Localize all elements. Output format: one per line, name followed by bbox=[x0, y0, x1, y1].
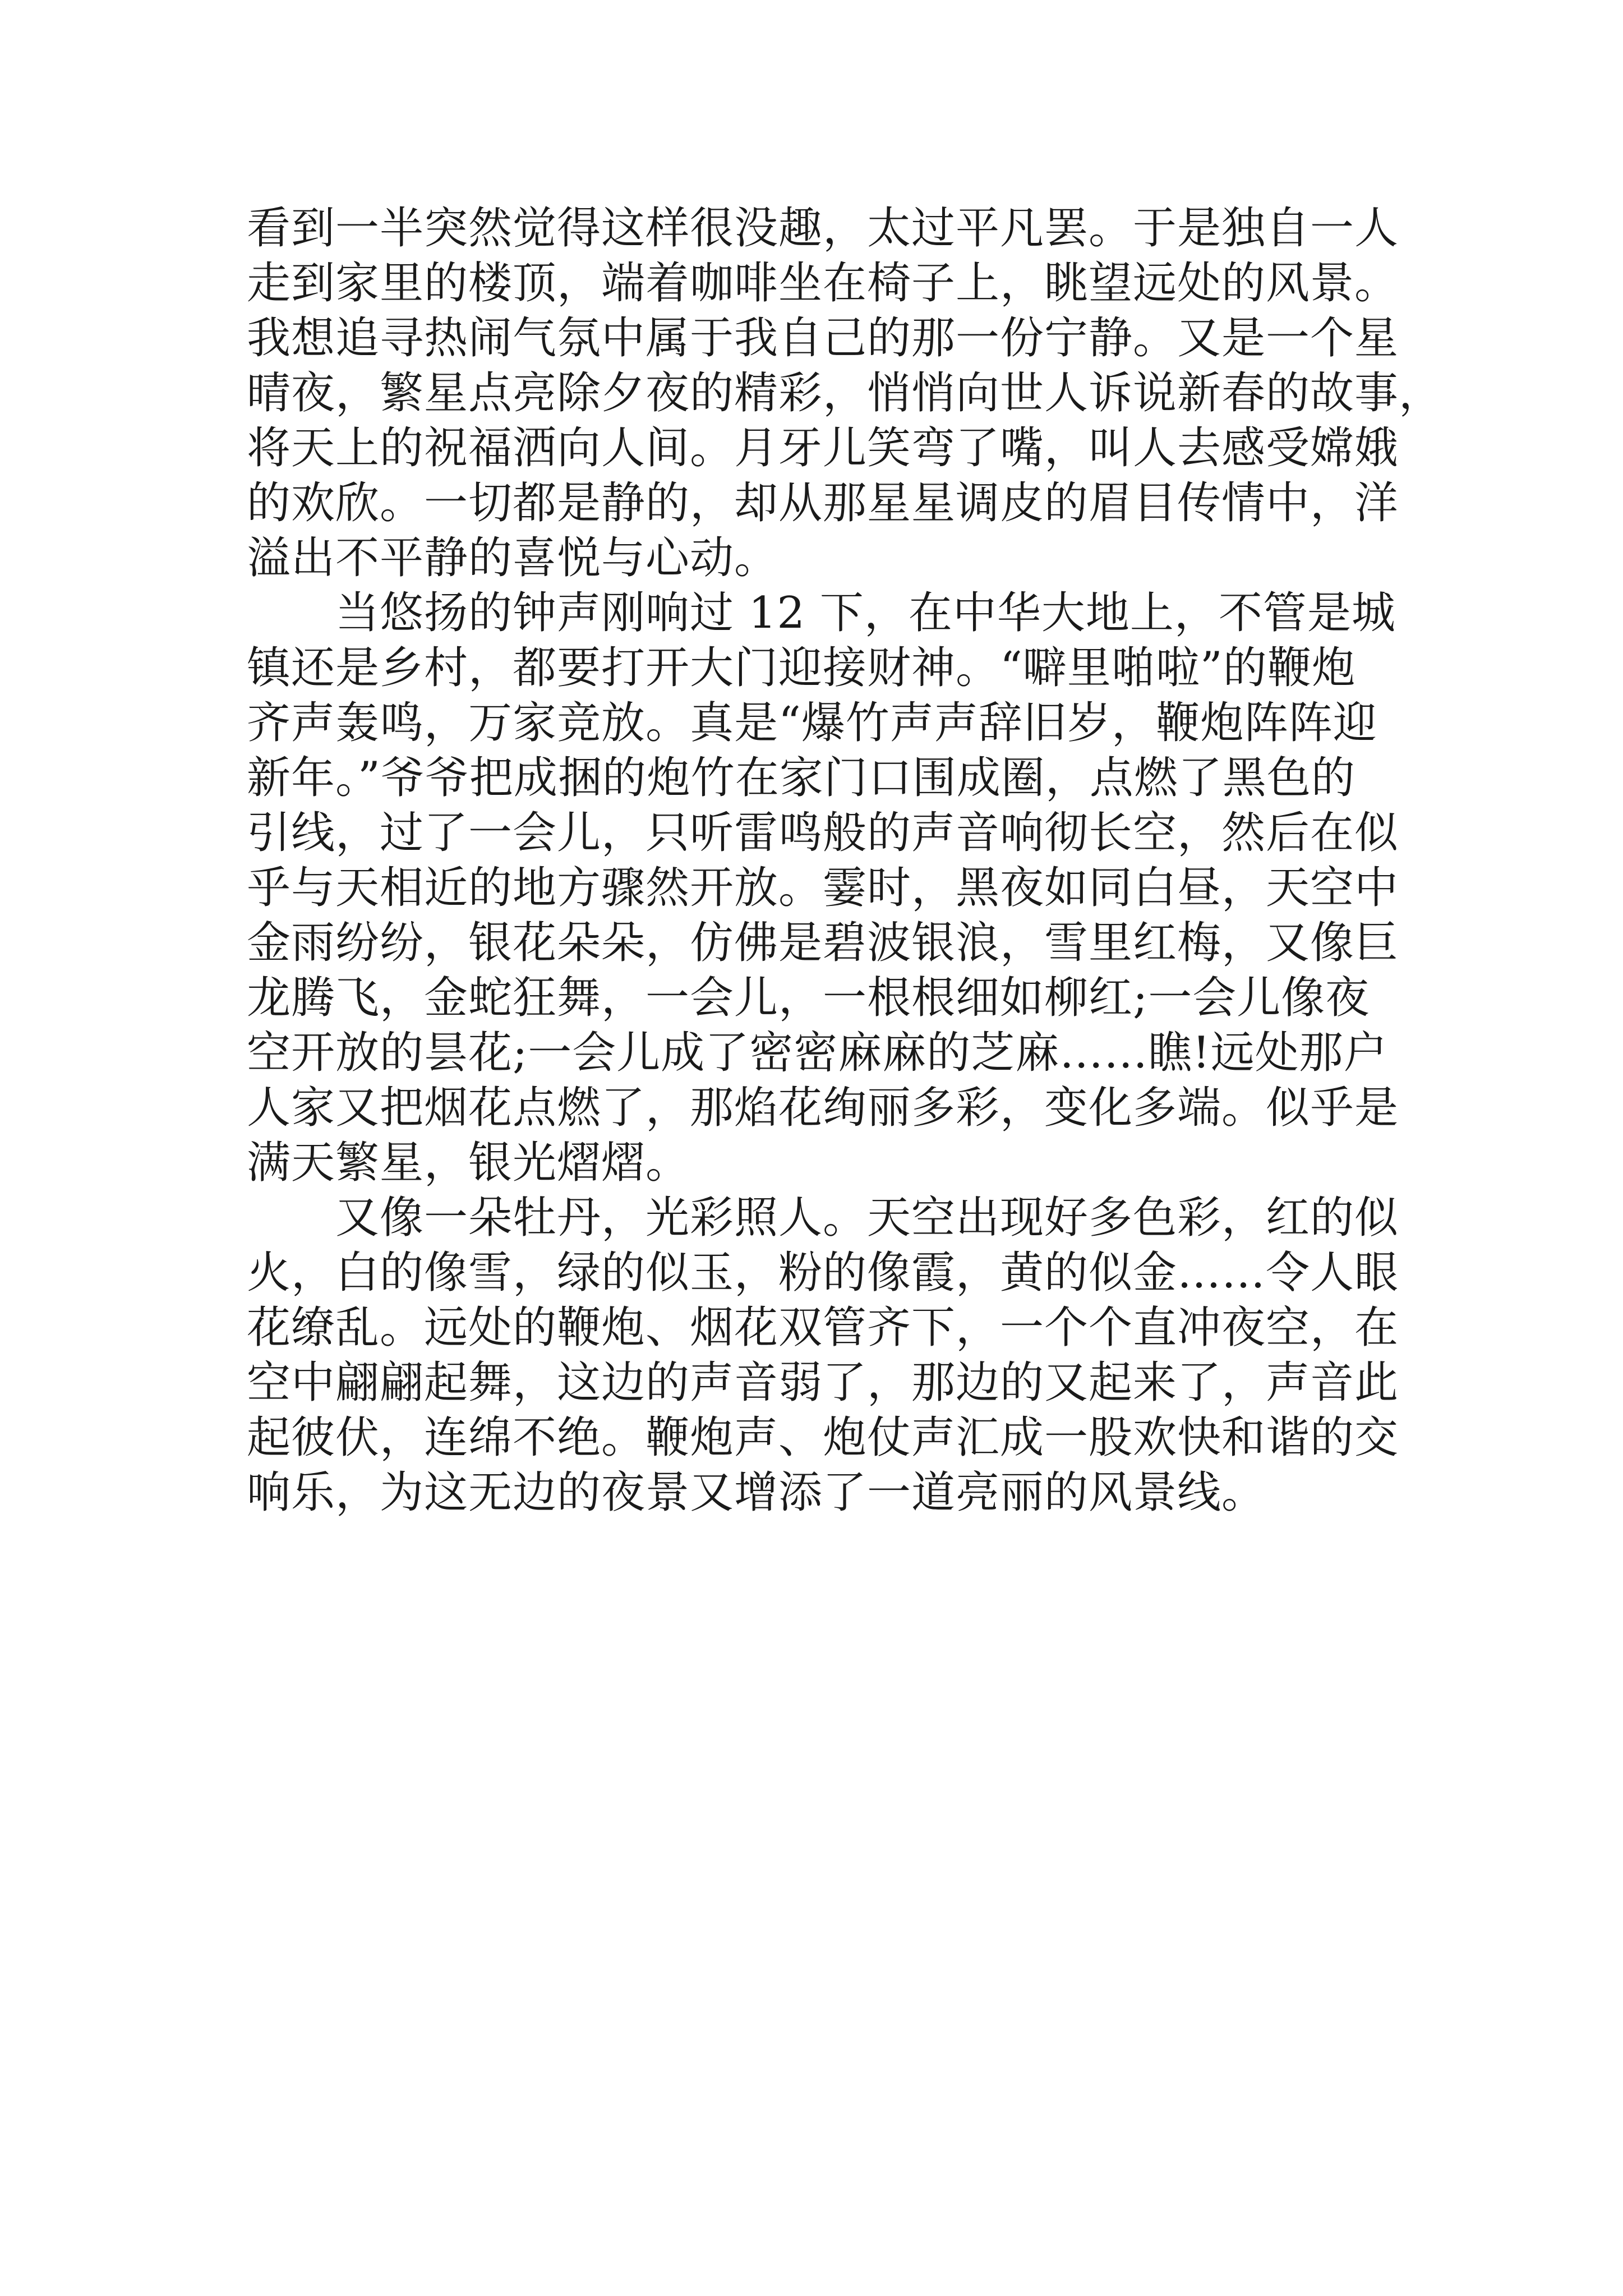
text-line: 响乐，为这无边的夜景又增添了一道亮丽的风景线。 bbox=[247, 1467, 1266, 1518]
text-line: 当悠扬的钟声刚响过 12 下，在中华大地上，不管是城 bbox=[247, 588, 1396, 638]
text-line: 新年。”爷爷把成捆的炮竹在家门口围成圈，点燃了黑色的 bbox=[247, 753, 1355, 803]
text-line: 龙腾飞，金蛇狂舞，一会儿，一根根细如柳红;一会儿像夜 bbox=[247, 973, 1370, 1023]
text-line: 走到家里的楼顶，端着咖啡坐在椅子上，眺望远处的风景。 bbox=[247, 258, 1399, 309]
text-line: 满天繁星，银光熠熠。 bbox=[247, 1138, 690, 1188]
text-line: 空中翩翩起舞，这边的声音弱了，那边的又起来了，声音此 bbox=[247, 1358, 1399, 1408]
text-line: 起彼伏，连绵不绝。鞭炮声、炮仗声汇成一股欢快和谐的交 bbox=[247, 1412, 1399, 1463]
text-line: 火，白的像雪，绿的似玉，粉的像霞，黄的似金……令人眼 bbox=[247, 1248, 1399, 1298]
text-line: 的欢欣。一切都是静的，却从那星星调皮的眉目传情中，洋 bbox=[247, 478, 1399, 528]
text-line: 将天上的祝福洒向人间。月牙儿笑弯了嘴，叫人去感受嫦娥 bbox=[247, 423, 1399, 473]
text-line: 花缭乱。远处的鞭炮、烟花双管齐下，一个个直冲夜空，在 bbox=[247, 1303, 1399, 1353]
text-line: 镇还是乡村，都要打开大门迎接财神。“噼里啪啦”的鞭炮 bbox=[247, 643, 1356, 693]
paragraph bbox=[247, 586, 1436, 1190]
text-line: 人家又把烟花点燃了，那焰花绚丽多彩，变化多端。似乎是 bbox=[247, 1083, 1399, 1133]
text-line: 齐声轰鸣，万家竞放。真是“爆竹声声辞旧岁，鞭炮阵阵迎 bbox=[247, 698, 1377, 748]
text-line: 我想追寻热闹气氛中属于我自己的那一份宁静。又是一个星 bbox=[247, 313, 1399, 364]
text-line: 乎与天相近的地方骤然开放。霎时，黑夜如同白昼，天空中 bbox=[247, 863, 1399, 913]
text-line: 晴夜，繁星点亮除夕夜的精彩，悄悄向世人诉说新春的故事， bbox=[247, 368, 1444, 418]
document-body bbox=[247, 201, 1444, 1520]
text-line: 金雨纷纷，银花朵朵，仿佛是碧波银浪，雪里红梅，又像巨 bbox=[247, 918, 1399, 968]
paragraph bbox=[247, 1190, 1436, 1520]
text-line: 空开放的昙花;一会儿成了密密麻麻的芝麻……瞧!远处那户 bbox=[247, 1028, 1388, 1078]
text-line: 溢出不平静的喜悦与心动。 bbox=[247, 533, 779, 583]
text-line: 又像一朵牡丹，光彩照人。天空出现好多色彩，红的似 bbox=[247, 1193, 1399, 1243]
text-line: 看到一半突然觉得这样很没趣，太过平凡罢。于是独自一人 bbox=[247, 203, 1399, 254]
paragraph bbox=[247, 201, 1444, 586]
text-line: 引线，过了一会儿，只听雷鸣般的声音响彻长空，然后在似 bbox=[247, 808, 1399, 858]
